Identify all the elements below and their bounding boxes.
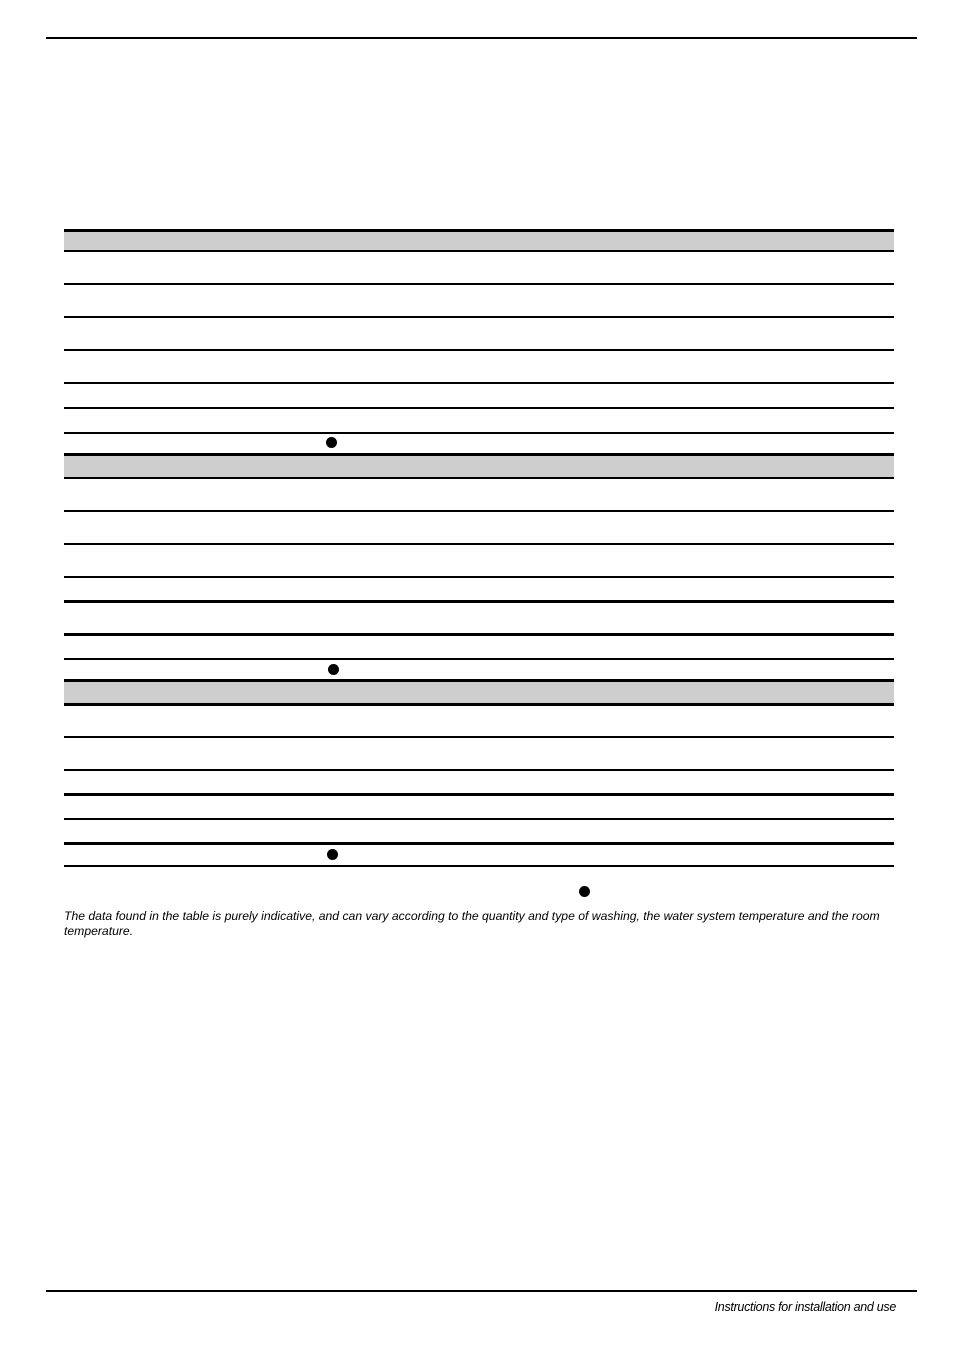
bullet-mark-icon [326, 437, 337, 448]
section-1-header-band [64, 232, 894, 250]
table-row-divider [64, 543, 894, 545]
table-row-divider [64, 316, 894, 318]
table-row-divider [64, 349, 894, 351]
section-2-header-band [64, 456, 894, 477]
table-row-divider [64, 432, 894, 434]
table-note: The data found in the table is purely indicative, and can vary according to the quantity and type of washing, the water system temperature and the room temperature. [64, 909, 880, 938]
bullet-mark-icon [327, 849, 338, 860]
footer-label: Instructions for installation and use [714, 1300, 896, 1314]
section-1-header-border [64, 250, 894, 252]
section-3-header-band [64, 682, 894, 703]
table-row-divider [64, 407, 894, 409]
table-row-divider [64, 769, 894, 771]
section-3-header-border [64, 703, 894, 706]
bullet-mark-icon [328, 664, 339, 675]
table-row-divider [64, 842, 894, 845]
table-row-divider [64, 576, 894, 578]
table-row-divider [64, 658, 894, 660]
table-row-divider [64, 736, 894, 738]
table-row-divider [64, 793, 894, 796]
legend-bullet-icon [579, 886, 590, 897]
table-row-divider [64, 633, 894, 636]
table-row-divider [64, 818, 894, 820]
section-2-header-border [64, 477, 894, 479]
table-row-divider [64, 283, 894, 285]
table-row-divider [64, 600, 894, 603]
top-rule [46, 37, 917, 39]
table-row-divider [64, 382, 894, 384]
table-bottom-border [64, 865, 894, 867]
table-row-divider [64, 510, 894, 512]
bottom-rule [46, 1290, 917, 1292]
